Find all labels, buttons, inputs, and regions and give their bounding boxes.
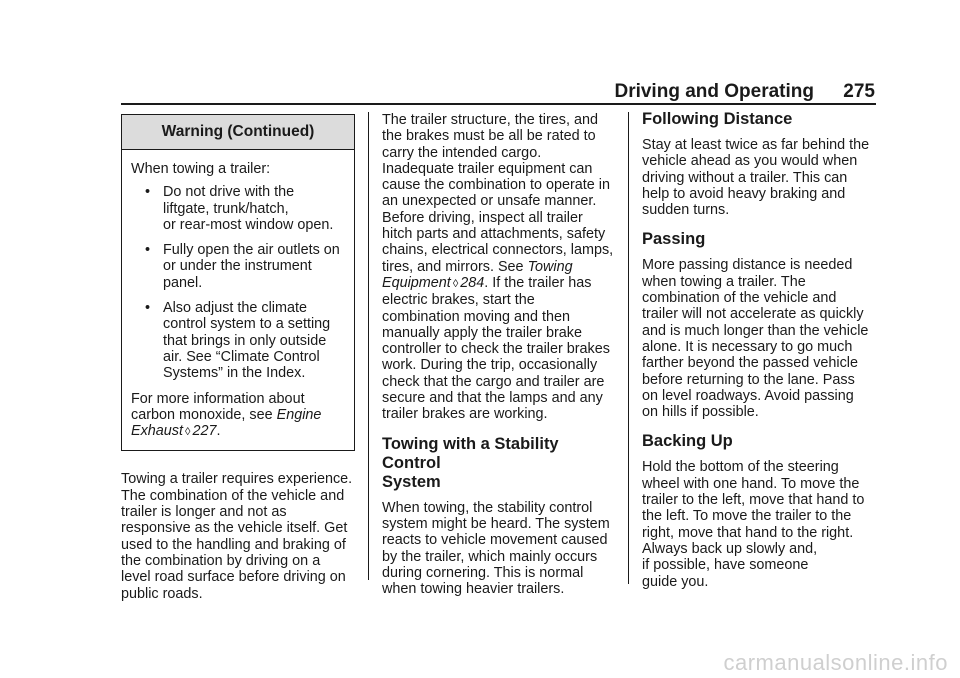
xref-towing-equipment-title[interactable]: Towing (527, 258, 573, 275)
text-line: cause the combination to operate in (382, 177, 611, 194)
warning-footer-line: carbon monoxide, see (131, 406, 273, 423)
text-line: trailer brakes are working. (382, 406, 548, 423)
bullet-icon: • (145, 242, 151, 259)
passing-paragraph (642, 257, 878, 420)
text-line: farther beyond the passed vehicle (642, 355, 859, 372)
bullet-icon: • (145, 300, 151, 317)
text-line: Before driving, inspect all trailer (382, 209, 583, 226)
text-line: alone. It is necessary to go much (642, 338, 853, 355)
warning-item-line: panel. (163, 274, 203, 291)
text-line: When towing, the stability control (382, 499, 593, 516)
xref-engine-exhaust-title-2[interactable]: Exhaust (131, 423, 183, 440)
warning-item-line: Also adjust the climate (163, 300, 307, 317)
stability-control-paragraph (382, 500, 616, 598)
text-line: help to avoid heavy braking and (642, 185, 846, 202)
text-line: carry the intended cargo. (382, 144, 542, 161)
text-line: hitch parts and attachments, safety (382, 226, 606, 243)
text-line: check that the cargo and trailer are (382, 373, 605, 390)
warning-item (131, 184, 346, 233)
text-line: combination of the vehicle and (642, 290, 837, 307)
text-line: driving without a trailer. This can (642, 169, 848, 186)
text-line: Hold the bottom of the steering (642, 459, 839, 476)
page-ref-icon: ◊ (185, 426, 191, 439)
text-line: vehicle ahead as you would when (642, 153, 858, 170)
text-line: Towing a trailer requires experience. (121, 471, 353, 488)
text-line: if possible, have someone (642, 557, 809, 574)
page-ref-icon: ◊ (452, 277, 459, 290)
text-line: trailer is longer and not as (121, 504, 287, 521)
heading-line: System (382, 472, 441, 491)
text-line: tires, and mirrors. See (382, 258, 524, 275)
left-column (121, 114, 357, 602)
text-line: reacts to vehicle movement caused (382, 532, 608, 549)
xref-engine-exhaust-page[interactable]: 227 (192, 423, 217, 440)
warning-item-line: air. See “Climate Control (163, 348, 320, 365)
text-line: when towing heavier trailers. (382, 581, 565, 598)
text-line: combination moving and then (382, 308, 570, 325)
text-line: electric brakes, start the (382, 292, 535, 309)
right-column (642, 110, 878, 590)
header-rule (121, 103, 876, 105)
text-line: trailer will not accelerate as quickly (642, 306, 864, 323)
warning-item-line: that brings in only outside (163, 332, 327, 349)
warning-box (121, 114, 355, 451)
text-line: . If the trailer has (484, 274, 592, 291)
text-line: before returning to the lane. Pass (642, 371, 855, 388)
text-line: The combination of the vehicle and (121, 487, 345, 504)
text-line: the brakes must be all be rated to (382, 128, 596, 145)
text-line: chains, electrical connectors, lamps, (382, 242, 614, 259)
warning-item-line: or under the instrument (163, 258, 312, 275)
text-line: by the trailer, which mainly occurs (382, 548, 598, 565)
text-line: an unexpected or unsafe manner. (382, 193, 597, 210)
bullet-icon: • (145, 184, 151, 201)
warning-intro: When towing a trailer: (131, 161, 271, 177)
text-line: during cornering. This is normal (382, 564, 584, 581)
text-line: the combination by driving on a (121, 552, 321, 569)
punctuation: . (216, 423, 221, 440)
warning-item-line: control system to a setting (163, 316, 331, 333)
stability-control-heading (382, 435, 616, 492)
text-line: used to the handling and braking of (121, 536, 346, 553)
text-line: level road surface before driving on (121, 569, 346, 586)
text-line: and is much longer than the vehicle (642, 322, 869, 339)
text-line: on level roadways. Avoid passing (642, 387, 854, 404)
text-line: on hills if possible. (642, 404, 759, 421)
text-line: Inadequate trailer equipment can (382, 160, 593, 177)
page-number: 275 (843, 81, 875, 102)
xref-engine-exhaust-title[interactable]: Engine (276, 406, 322, 423)
warning-item-line: Do not drive with the (163, 184, 295, 201)
text-line: Stay at least twice as far behind the (642, 137, 870, 153)
text-line: Always back up slowly and, (642, 540, 818, 557)
watermark: carmanualsonline.info (723, 650, 948, 675)
text-line: right, move that hand to the right. (642, 524, 854, 541)
text-line: system might be heard. The system (382, 515, 610, 532)
text-line: More passing distance is needed (642, 257, 853, 274)
trailer-inspection-paragraph (382, 112, 616, 423)
warning-item (131, 300, 346, 381)
warning-item-line: Systems” in the Index. (163, 365, 306, 382)
section-title: Driving and Operating (614, 81, 814, 102)
text-line: wheel with one hand. To move the (642, 475, 860, 492)
text-line: guide you. (642, 573, 709, 590)
text-line: when towing a trailer. The (642, 273, 806, 290)
text-line: controller to check the trailer brakes (382, 341, 610, 358)
warning-item-line: Fully open the air outlets on (163, 242, 340, 259)
warning-list (131, 184, 346, 381)
towing-experience-paragraph (121, 471, 357, 601)
text-line: trailer to the left, move that hand to (642, 492, 865, 509)
warning-body (122, 150, 354, 450)
warning-title: Warning (Continued) (122, 115, 354, 150)
passing-heading: Passing (642, 230, 706, 249)
warning-footer (131, 391, 346, 441)
middle-column (382, 112, 616, 597)
xref-towing-equipment-page[interactable]: 284 (460, 274, 485, 291)
backing-up-paragraph (642, 459, 878, 589)
column-divider-2 (628, 112, 629, 584)
following-distance-paragraph (642, 137, 878, 218)
warning-footer-line: For more information about (131, 390, 305, 407)
text-line: the left. To move the trailer to the (642, 508, 852, 525)
column-divider-1 (368, 112, 369, 580)
text-line: work. During the trip, occasionally (382, 357, 598, 374)
text-line: The trailer structure, the tires, and (382, 112, 598, 128)
text-line: sudden turns. (642, 202, 730, 219)
warning-item (131, 242, 346, 291)
text-line: manually apply the trailer brake (382, 324, 582, 341)
text-line: responsive as the vehicle itself. Get (121, 520, 348, 537)
xref-towing-equipment-title-2[interactable]: Equipment (382, 274, 451, 291)
following-distance-heading: Following Distance (642, 110, 793, 128)
backing-up-heading: Backing Up (642, 432, 733, 451)
text-line: public roads. (121, 585, 203, 602)
text-line: secure and that the lamps and any (382, 390, 603, 407)
warning-item-line: or rear-most window open. (163, 216, 334, 233)
heading-line: Towing with a Stability Control (382, 434, 559, 472)
warning-item-line: liftgate, trunk/hatch, (163, 200, 289, 217)
